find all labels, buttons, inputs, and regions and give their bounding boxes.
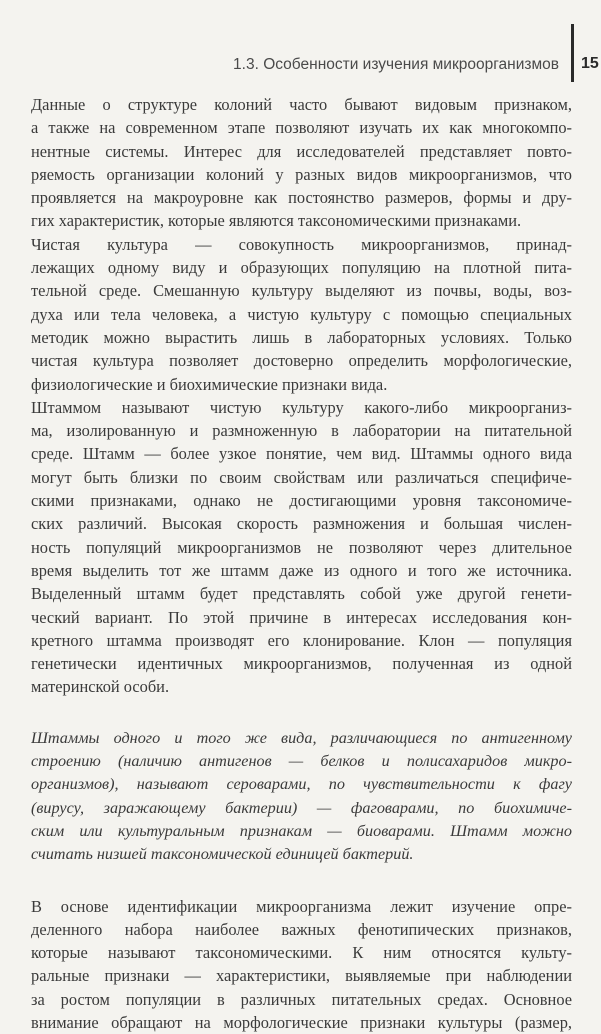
text-line: нентные системы. Интерес для исследователей представляет повто-	[31, 140, 572, 163]
page-number: 15	[581, 55, 599, 73]
text-line: проявляется на макроуровне как постоянство размеров, формы и дру-	[31, 186, 572, 209]
text-line: ряемость организации колоний у разных видов микроорганизмов, что	[31, 163, 572, 186]
text-line: Выделенный штамм будет представлять собой уже другой генети-	[31, 582, 572, 605]
text-line: время выделить тот же штамм даже из одного и того же источника.	[31, 559, 572, 582]
text-line: методик можно вырастить лишь в лабораторных условиях. Только	[31, 326, 572, 349]
callout-line: организмов), называют серoварами, по чувствительности к фагу	[31, 773, 572, 796]
text-line: физиологические и биохимические признаки вида.	[31, 373, 572, 396]
text-line: лежащих одному виду и образующих популяцию на плотной пита-	[31, 256, 572, 279]
spacer	[31, 867, 572, 895]
callout-line: строению (наличию антигенов — белков и полисахаридов микро-	[31, 750, 572, 773]
text-line: В основе идентификации микроорганизма лежит изучение опре-	[31, 895, 572, 918]
text-line: ность популяций микроорганизмов не позволяют через длительное	[31, 536, 572, 559]
running-header	[0, 52, 601, 82]
text-line: гих характеристик, которые являются таксономическими признаками.	[31, 209, 572, 232]
text-line: Данные о структуре колоний часто бывают видовым признаком,	[31, 93, 572, 116]
callout-line: считать низшей таксономической единицей бактерий.	[31, 843, 572, 866]
text-line: кретного штамма производят его клонирование. Клон — популяция	[31, 629, 572, 652]
text-line: чистая культура позволяет достоверно определить морфологические,	[31, 349, 572, 372]
callout-line: Штаммы одного и того же вида, различающиеся по антигенному	[31, 727, 572, 750]
text-line: за ростом популяции в различных питательных средах. Основное	[31, 988, 572, 1011]
text-line: деленного набора наиболее важных фенотипических признаков,	[31, 918, 572, 941]
text-line: тельной среде. Смешанную культуру выделяют из почвы, воды, воз-	[31, 279, 572, 302]
paragraph-identification	[31, 895, 572, 1034]
text-line: генетически идентичных микроорганизмов, полученная из одной	[31, 652, 572, 675]
header-divider	[571, 24, 574, 82]
text-line: которые называют таксономическими. К ним относятся культу-	[31, 941, 572, 964]
text-line: ческий вариант. По этой причине в интересах исследования кон-	[31, 606, 572, 629]
callout-line: (вирусу, заражающему бактерии) — фаговарами, по биохимиче-	[31, 797, 572, 820]
text-line: могут быть близки по своим свойствам или различаться специфиче-	[31, 466, 572, 489]
text-line: Чистая культура — совокупность микроорганизмов, принад-	[31, 233, 572, 256]
page-body	[31, 93, 572, 1034]
text-line: Штаммом называют чистую культуру какого-либо микроорганиз-	[31, 396, 572, 419]
text-line: ральные признаки — характеристики, выявляемые при наблюдении	[31, 964, 572, 987]
text-line: скими признаками, однако не достигающими уровня таксономиче-	[31, 489, 572, 512]
text-line: среде. Штамм — более узкое понятие, чем вид. Штаммы одного вида	[31, 442, 572, 465]
chapter-title: 1.3. Особенности изучения микроорганизмов	[233, 56, 559, 74]
text-line: а также на современном этапе позволяют изучать их как многокомпо-	[31, 116, 572, 139]
callout-line: ским или культуральным признакам — биоварами. Штамм можно	[31, 820, 572, 843]
callout-definition	[31, 727, 572, 867]
text-line: внимание обращают на морфологические признаки культуры (размер,	[31, 1011, 572, 1034]
text-line: материнской особи.	[31, 675, 572, 698]
text-line: духа или тела человека, а чистую культуру с помощью специальных	[31, 303, 572, 326]
spacer	[31, 699, 572, 727]
text-line: ма, изолированную и размноженную в лаборатории на питательной	[31, 419, 572, 442]
paragraph-colonies	[31, 93, 572, 233]
paragraph-pure-culture	[31, 233, 572, 396]
paragraph-strain	[31, 396, 572, 699]
text-line: ских различий. Высокая скорость размножения и большая числен-	[31, 512, 572, 535]
